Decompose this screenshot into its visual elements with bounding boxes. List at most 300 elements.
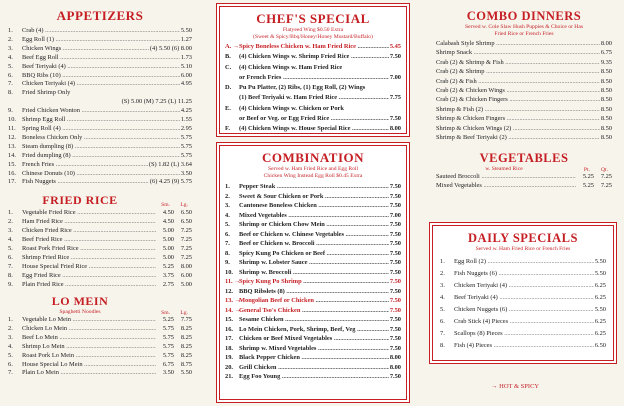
item-number: 11. → [225, 278, 241, 285]
item-price-price: 8.50 [600, 87, 612, 95]
item-name: Shrimp Egg Roll ..... [22, 116, 180, 125]
item-number: 1. [8, 27, 13, 34]
menu-item-row [8, 27, 192, 36]
item-price-price: 7.00 [389, 211, 401, 219]
combination-list [225, 182, 401, 382]
item-number: 5. [8, 62, 13, 70]
menu-item-row [8, 272, 192, 281]
combo-dinners-note2: Fried Rice or French Fries [494, 30, 554, 37]
item-price-price: 8.00 [389, 363, 401, 371]
item-price-sm: 5.75 [162, 351, 174, 359]
item-price-lg: 8.25 [180, 351, 192, 359]
item-number: 4. [440, 293, 445, 301]
item-price-price: 7.50 [389, 240, 401, 247]
item-price-lg: 6.00 [180, 271, 192, 279]
item-number [225, 114, 239, 124]
item-name: Pepper Steak ..... [239, 182, 389, 192]
combo-dinners-note1: Served w. Cole Slaw Hush Puppies & Choice or Has [464, 24, 584, 30]
item-name: Beef Teriyaki (4) ..... [454, 292, 594, 304]
item-name: Lo Mein Chicken, Pork, Shrimp, Beef, Veg ..... [239, 325, 389, 335]
item-number: 21. [225, 373, 233, 380]
item-price-sm: 5.25 [162, 315, 174, 323]
item-price-lg: 7.25 [180, 227, 192, 235]
menu-item-row [225, 63, 401, 73]
menu-item-row [440, 340, 606, 352]
item-price-price: 8.00 [389, 354, 401, 361]
item-number: 8. [225, 249, 230, 257]
item-price-price: 7.50 [389, 287, 401, 295]
item-number: B. [225, 53, 231, 61]
item-name: Egg Foo Young ..... [239, 372, 389, 382]
hot-spicy-legend: → HOT & SPICY [491, 383, 540, 390]
item-name: Ham Fried Rice ..... [22, 218, 156, 227]
menu-item-row [225, 220, 401, 230]
item-name: Crab (2) & Chicken Wings ..... [436, 86, 600, 95]
item-number: 18. [225, 344, 233, 352]
menu-item-row [8, 369, 192, 378]
item-price-price: (6) 4.25 (9) 5.75 [149, 178, 192, 186]
item-price-price: 7.75 [389, 94, 401, 102]
item-price-price: 9.35 [600, 58, 612, 66]
item-number: 8. [8, 271, 13, 279]
item-price-lg: 7.25 [180, 244, 192, 252]
item-price-price: 8.50 [600, 115, 612, 123]
menu-item-row [225, 315, 401, 325]
item-name: (4) Chicken Wings w. Ham Fried Rice [239, 63, 343, 71]
item-name: House Special Fried Rice ..... [22, 263, 156, 272]
menu-item-row [8, 72, 192, 81]
item-name: Shrimp Lo Mein ..... [22, 343, 156, 352]
item-name: Shrimp & Fish (2) ..... [436, 105, 600, 114]
item-price-price: 6.25 [594, 317, 606, 325]
item-price-qt: 7.25 [600, 172, 612, 180]
item-number: 1. [225, 183, 230, 190]
item-name: Scallops (8) Pieces ..... [454, 328, 594, 340]
item-name: Chicken Nuggets (6) ..... [454, 304, 594, 316]
item-name: (4) Chicken Wings w. Shrimp Fried Rice ..... [239, 52, 389, 62]
lo-mein-sm-header: Sm. [161, 309, 170, 316]
menu-item-row [436, 114, 612, 123]
item-name: Chicken or Beef Mixed Vegetables ..... [239, 334, 389, 344]
menu-item-row [225, 211, 401, 221]
item-price-lg: 7.25 [180, 253, 192, 261]
item-price-sm: 5.00 [162, 227, 174, 235]
item-name: Beef Egg Roll ..... [22, 54, 180, 63]
item-price-lg: 7.75 [180, 315, 192, 323]
item-price-sm: 4.50 [162, 218, 174, 226]
menu-item-row [225, 83, 401, 93]
daily-specials-note: Served w. Ham Fried Rice or French Fries [475, 246, 571, 252]
menu-item-row [440, 328, 606, 340]
item-price-sm: 5.00 [162, 253, 174, 261]
item-price-price: 6.75 [600, 49, 612, 57]
item-price-price: 8.50 [600, 77, 612, 85]
item-number: 3. [8, 44, 13, 52]
item-price-price: 7.50 [389, 268, 401, 276]
item-number: 6. [225, 230, 230, 238]
item-price-pt: 5.25 [582, 172, 594, 180]
item-name: or French Fries ..... [239, 73, 389, 83]
item-name: Beef Lo Mein ..... [22, 334, 156, 343]
menu-item-row [8, 352, 192, 361]
item-price-sm: 5.00 [162, 236, 174, 244]
menu-item-row [440, 268, 606, 280]
item-name: Shrimp Snack ..... [436, 48, 600, 57]
menu-item-row [440, 292, 606, 304]
item-price-price: 4.95 [180, 80, 192, 88]
item-name: House Special Lo Mein ..... [22, 361, 156, 370]
item-name: Crab (2) & Shrimp ..... [436, 67, 600, 76]
appetizers-list [8, 27, 192, 187]
item-price-price: 5.10 [180, 62, 192, 70]
item-name: Chicken Teriyaki (4) ..... [454, 280, 594, 292]
menu-item-row [436, 48, 612, 57]
chefs-special-list [225, 42, 401, 135]
item-price-price: 7.00 [389, 73, 401, 81]
item-price-price: 5.50 [180, 27, 192, 34]
item-number: 2. [8, 218, 13, 226]
item-name: Pu Pu Platter, (2) Ribs, (1) Egg Roll, (2) Wings [239, 84, 366, 92]
item-name: Vegetable Fried Rice ..... [22, 209, 156, 218]
menu-item-row [8, 36, 192, 45]
menu-item-row [225, 114, 401, 124]
item-number: 3. [8, 227, 13, 235]
vegetables-pt-header: Pt. [583, 166, 590, 173]
item-number: 17. [8, 178, 16, 186]
menu-item-row [225, 124, 401, 134]
item-number: 6. [8, 360, 13, 368]
item-price-price: 8.50 [600, 105, 612, 113]
item-price-sm: 5.00 [162, 244, 174, 252]
item-price-sm: 5.25 [162, 262, 174, 270]
item-price-price: 6.25 [594, 293, 606, 301]
item-price-lg: 7.25 [180, 236, 192, 244]
item-price-price: 6.00 [180, 71, 192, 79]
item-name: Crab (2) & Fish ..... [436, 77, 600, 86]
item-number: 6. [440, 317, 445, 325]
item-number: 2. [440, 269, 445, 277]
menu-item-row [225, 268, 401, 278]
item-name: Fried dumpling (8) ..... [22, 152, 180, 161]
menu-item-row [8, 236, 192, 245]
item-name: Shrimp & Chicken Fingers ..... [436, 114, 600, 123]
item-price-lg: 6.50 [180, 209, 192, 217]
item-name [22, 98, 121, 107]
item-price-price: 7.50 [389, 183, 401, 190]
item-number: 12. [225, 287, 233, 295]
item-number: 1. [8, 315, 13, 323]
item-name: Sesame Chicken ..... [239, 315, 389, 325]
item-name: Shrimp or Chicken Chow Mein ..... [239, 220, 389, 230]
menu-item-row [225, 93, 401, 103]
item-name: Shrimp & Beef Teriyaki (2) ..... [436, 133, 600, 142]
item-price-price: 7.50 [389, 344, 401, 352]
menu-item-row [436, 124, 612, 133]
item-name: Shrimp w. Mixed Vegetables ..... [239, 344, 389, 354]
item-number: 7. [8, 80, 13, 88]
item-name: Beef Fried Rice ..... [22, 236, 156, 245]
item-name: (4) Chicken Wings w. Chicken or Pork [239, 104, 344, 112]
item-name: Steam dumpling (8) ..... [22, 143, 180, 152]
vegetables-note: w. Steamed Rice [485, 166, 523, 173]
menu-item-row [8, 343, 192, 352]
item-name: French Fries ..... [22, 161, 148, 170]
item-name: Fish (4) Pieces ..... [454, 340, 594, 352]
item-number: 15. [8, 160, 16, 168]
item-name: Chicken Teriyaki (4) ..... [22, 80, 180, 89]
menu-item-row [8, 325, 192, 334]
item-price-sm: 3.75 [162, 271, 174, 279]
item-price-price: 7.50 [389, 335, 401, 342]
item-name: Vegetable Lo Mein ..... [22, 316, 156, 325]
item-price-price: (4) 5.50 (6) 8.00 [149, 44, 192, 52]
item-price-price: (S) 5.00 (M) 7.25 (L) 11.25 [121, 98, 192, 106]
fried-rice-title: FRIED RICE [42, 193, 118, 208]
item-name: Cantonese Boneless Chicken ..... [239, 201, 389, 211]
menu-item-row [225, 334, 401, 344]
item-price-price: 7.50 [389, 221, 401, 228]
item-number: 12. [8, 133, 16, 141]
menu-item-row [8, 107, 192, 116]
menu-item-row [225, 363, 401, 373]
menu-item-row [440, 256, 606, 268]
menu-item-row [225, 277, 401, 287]
chefs-special-note2: (Sweet & Spicy/Bbq/Honey/Honey Mustard/Buffalo) [253, 33, 373, 40]
item-price-price: 5.75 [180, 151, 192, 159]
item-name: Plain Fried Rice ..... [22, 281, 156, 290]
item-name: Sweet & Sour Chicken or Pork ..... [239, 192, 389, 202]
menu-item-row [225, 287, 401, 297]
item-price-price: 5.75 [180, 133, 192, 141]
item-name: Spicy Boneless Chicken w. Ham Fried Rice ..... [239, 42, 389, 52]
item-price-price: 1.27 [180, 35, 192, 43]
item-number: 4. [8, 53, 13, 61]
item-price-price: 7.50 [389, 230, 401, 238]
combo-dinners-list [436, 39, 612, 142]
item-number: 17. [225, 335, 233, 342]
item-name: Egg Roll (2) ..... [454, 256, 594, 268]
menu-item-row [225, 42, 401, 52]
item-number: 9. [225, 259, 230, 266]
chefs-special-title: CHEF'S SPECIAL [256, 11, 370, 26]
menu-item-row [440, 304, 606, 316]
menu-item-row [225, 73, 401, 83]
menu-item-row [8, 334, 192, 343]
vegetables-qt-header: Qt. [601, 166, 608, 173]
item-number: 7. [8, 262, 13, 270]
item-price-lg: 6.50 [180, 218, 192, 226]
item-name: Plain Lo Mein ..... [22, 369, 156, 378]
lo-mein-list [8, 316, 192, 378]
item-price-sm: 4.50 [162, 209, 174, 217]
item-name: Fish Nuggets ..... [22, 178, 149, 187]
item-name: Roast Pork Lo Mein ..... [22, 352, 156, 361]
menu-item-row [225, 182, 401, 192]
item-name: Grill Chicken ..... [239, 363, 389, 373]
item-name: Egg Fried Rice ..... [22, 272, 156, 281]
chefs-special-box [216, 3, 410, 137]
menu-item-row [436, 133, 612, 142]
item-name: Calabash Style Shrimp ..... [436, 39, 600, 48]
item-price-price: 7.50 [389, 192, 401, 200]
item-price-price: 7.50 [389, 259, 401, 266]
item-number: 16. [8, 169, 16, 177]
item-name: Sauteed Broccoli ..... [436, 173, 576, 182]
item-price-price: 8.50 [600, 124, 612, 132]
menu-item-row [225, 258, 401, 268]
item-price-lg: 8.25 [180, 342, 192, 350]
item-price-price: 3.50 [180, 169, 192, 177]
item-price-price: 7.50 [389, 325, 401, 333]
item-name: Beef or Chicken w. Broccoli ..... [239, 239, 389, 249]
item-number: 4. [225, 211, 230, 219]
item-price-lg: 8.00 [180, 262, 192, 270]
item-number: 2. [8, 324, 13, 332]
item-name: Crab (2) & Shrimp & Fish ..... [436, 58, 600, 67]
item-number: 10. [8, 116, 16, 124]
menu-item-row [436, 77, 612, 86]
menu-item-row [8, 218, 192, 227]
item-number [225, 73, 239, 83]
item-number: 5. [8, 244, 13, 252]
combo-dinners-title: COMBO DINNERS [466, 9, 582, 23]
item-number: 14. → [225, 306, 241, 314]
menu-item-row [8, 209, 192, 218]
item-number: 4. [8, 342, 13, 350]
item-number: E. [225, 104, 231, 112]
fried-rice-sm-header: Sm. [161, 202, 170, 209]
item-name: Shrimp Fried Rice ..... [22, 254, 156, 263]
item-price-price: 8.50 [600, 96, 612, 104]
item-name: Fried Shrimp Only [22, 89, 71, 97]
item-price-price: 1.55 [180, 116, 192, 124]
item-price-lg: 8.75 [180, 360, 192, 368]
fried-rice-list [8, 209, 192, 289]
item-number: 20. [225, 363, 233, 371]
menu-item-row [225, 52, 401, 62]
appetizers-title: APPETIZERS [56, 8, 144, 23]
menu-item-row [436, 86, 612, 95]
lo-mein-note: Spaghetti Noodles [59, 309, 101, 316]
item-number: 15. [225, 316, 233, 323]
item-price-price: 7.50 [389, 53, 401, 61]
menu-item-row [8, 98, 192, 107]
item-number: 5. [8, 351, 13, 359]
item-price-sm: 3.50 [162, 369, 174, 377]
combination-note2: Chicken Wing Instead Egg Roll $0.45 Extra [263, 172, 363, 179]
vegetables-list [436, 173, 612, 191]
item-price-price: 5.45 [389, 43, 401, 50]
menu-item-row [436, 105, 612, 114]
combination-note1: Served w. Ham Fried Rice and Egg Roll [267, 166, 359, 172]
item-price-lg: 8.25 [180, 324, 192, 332]
menu-item-row [8, 316, 192, 325]
item-price-price: 8.00 [389, 125, 401, 133]
item-number: 2. [8, 35, 13, 43]
item-name: General Tso's Chicken ..... [239, 306, 389, 316]
item-price-price [400, 83, 401, 93]
item-price-price [400, 104, 401, 114]
menu-item-row [436, 39, 612, 48]
item-price-price [191, 89, 192, 98]
daily-specials-title: DAILY SPECIALS [468, 231, 578, 245]
item-name: Black Pepper Chicken ..... [239, 353, 389, 363]
item-price-price: 2.95 [180, 124, 192, 132]
menu-item-row [8, 125, 192, 134]
item-price-price: 4.25 [180, 107, 192, 115]
menu-item-row [436, 58, 612, 67]
item-price-price: 6.50 [594, 341, 606, 349]
item-price-sm: 6.75 [162, 360, 174, 368]
menu-item-row [436, 95, 612, 104]
menu-item-row [8, 161, 192, 170]
item-number: A. → [225, 43, 240, 50]
menu-item-row [440, 280, 606, 292]
item-name: Mixed Vegetables ..... [239, 211, 389, 221]
item-name: Egg Roll (1) ..... [22, 36, 180, 45]
item-name: Mixed Vegetables ..... [436, 182, 576, 191]
item-name: or Beef or Veg. or Egg Fried Rice ..... [239, 114, 389, 124]
item-number: F. [225, 125, 230, 133]
item-name: Spring Roll (4) ..... [22, 125, 180, 134]
left-column [8, 0, 192, 378]
menu-item-row [225, 239, 401, 249]
menu-item-row [225, 372, 401, 382]
combination-box [216, 142, 410, 403]
menu-item-row [8, 45, 192, 54]
item-name: Chinese Donuts (10) ..... [22, 170, 180, 179]
menu-item-row [8, 254, 192, 263]
item-price-price: 8.50 [600, 134, 612, 142]
item-number: 6. [8, 71, 13, 79]
menu-item-row [225, 296, 401, 306]
item-price-price: 5.50 [594, 257, 606, 265]
item-price-price: 7.50 [389, 316, 401, 323]
item-price-lg: 5.00 [180, 280, 192, 288]
item-name: Spicy Kung Po Shrimp ..... [239, 277, 389, 287]
item-number: D. [225, 84, 232, 92]
menu-item-row [8, 178, 192, 187]
item-price-sm: 5.75 [162, 324, 174, 332]
daily-specials-list [440, 256, 606, 352]
item-price-price: 5.50 [594, 305, 606, 313]
menu-item-row [8, 245, 192, 254]
item-price-price: 5.50 [594, 269, 606, 277]
item-name: BBQ Ribslets (8) ..... [239, 287, 389, 297]
menu-item-row [225, 192, 401, 202]
menu-item-row [225, 230, 401, 240]
item-number: 13. [8, 142, 16, 150]
item-number: 8. [440, 341, 445, 349]
menu-item-row [225, 249, 401, 259]
menu-item-row [440, 316, 606, 328]
item-number: 3. [8, 333, 13, 341]
item-number: 14. [8, 151, 16, 159]
item-name: Spicy Kung Po Chicken or Beef ..... [239, 249, 389, 259]
item-number: 7. [225, 240, 230, 247]
lo-mein-lg-header: Lg. [180, 309, 188, 316]
item-name: Roast Pork Fried Rice ..... [22, 245, 156, 254]
menu-item-row [8, 281, 192, 290]
vegetables-title: VEGETABLES [479, 151, 569, 166]
item-number: 10. [225, 268, 233, 276]
item-name: Fish Nuggets (6) ..... [454, 268, 594, 280]
item-name: Shrimp & Chicken Wings (2) ..... [436, 124, 600, 133]
menu-item-row [225, 306, 401, 316]
menu-item-row [225, 325, 401, 335]
item-name: (4) Chicken Wings w. House Special Rice ..... [239, 124, 389, 134]
lo-mein-title: LO MEIN [51, 294, 109, 309]
